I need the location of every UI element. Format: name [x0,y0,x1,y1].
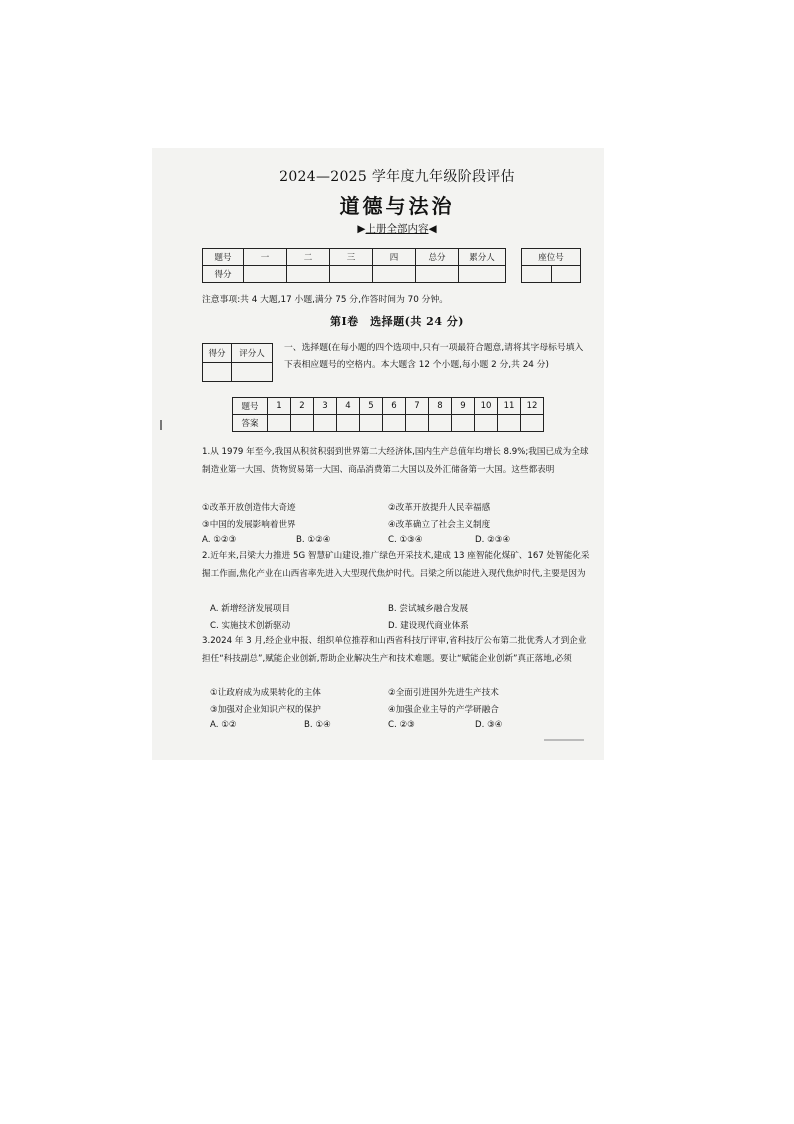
seat-number-label: 座位号 [522,249,581,266]
section-title: 第Ⅰ卷 选择题(共 24 分) [329,315,465,328]
question-1-statement: ①改革开放创造伟大奇迹 [202,503,296,513]
answer-cell[interactable] [383,415,406,432]
question-3-option-c[interactable]: C. ②③ [388,720,415,730]
question-2-option-b[interactable]: B. 尝试城乡融合发展 [388,604,469,614]
answer-number: 5 [360,398,383,415]
seat-number-table [521,248,581,283]
question-2-stem: 2.近年来,吕梁大力推进 5G 智慧矿山建设,推广绿色开采技术,建成 13 座智能化煤矿、167 处智能化采掘工作面,焦化产业在山西省率先进入大型现代焦炉时代。吕梁之所以能进入现代焦炉时代,主要是因为 [202,551,590,579]
question-2-option-d[interactable]: D. 建设现代商业体系 [388,621,469,631]
score-cell[interactable] [330,266,373,283]
answer-cell[interactable] [406,415,429,432]
answer-number: 1 [268,398,291,415]
answer-cell[interactable] [475,415,498,432]
question-3-option-b[interactable]: B. ①④ [304,720,331,730]
score-header-cell: 累分人 [459,249,506,266]
score-header-cell: 四 [373,249,416,266]
answer-cell[interactable] [314,415,337,432]
answer-table [232,397,544,432]
answer-cell[interactable] [291,415,314,432]
question-1-statement: ③中国的发展影响着世界 [202,520,296,530]
score-header-cell: 总分 [416,249,459,266]
answer-number: 3 [314,398,337,415]
score-row-label: 得分 [203,266,244,283]
scope-text: 上册全部内容 [365,223,429,235]
score-cell[interactable] [373,266,416,283]
question-2-option-c[interactable]: C. 实施技术创新驱动 [210,621,291,631]
answer-number-label: 题号 [233,398,268,415]
section-instructions: 一、选择题(在每小题的四个选项中,只有一项最符合题意,请将其字母标号填入下表相应题号的空格内。本大题含 12 个小题,每小题 2 分,共 24 分) [284,343,584,370]
score-cell[interactable] [287,266,330,283]
question-3-statement: ④加强企业主导的产学研融合 [388,705,499,715]
scope-line [0,221,794,236]
question-1-option-c[interactable]: C. ①③④ [388,535,423,545]
question-1-stem: 1.从 1979 年至今,我国从积贫积弱到世界第二大经济体,国内生产总值年均增长 8.9%;我国已成为全球制造业第一大国、货物贸易第一大国、商品消费第二大国以及外汇储备第一大国。这些都表明 [202,447,589,475]
exam-year-title: 2024—2025 学年度九年级阶段评估 [279,169,515,185]
question-1-statement: ④改革确立了社会主义制度 [388,520,491,530]
score-cell[interactable] [244,266,287,283]
score-header-cell: 二 [287,249,330,266]
question-3-statement: ③加强对企业知识产权的保护 [210,705,321,715]
answer-number: 10 [475,398,498,415]
scope-left-arrow: ▶ [357,223,366,235]
answer-number: 12 [521,398,544,415]
score-table-score-row [203,266,506,283]
answer-cell[interactable] [521,415,544,432]
score-table [202,248,506,283]
answer-number-row [233,398,544,415]
answer-row [233,415,544,432]
question-3-option-a[interactable]: A. ①② [210,720,237,730]
notice-text: 注意事项:共 4 大题,17 小题,满分 75 分,作答时间为 70 分钟。 [202,295,449,305]
answer-row-label: 答案 [233,415,268,432]
seat-number-cell[interactable] [522,266,552,283]
grader-score-cell[interactable] [203,363,232,382]
answer-number: 11 [498,398,521,415]
answer-cell[interactable] [337,415,360,432]
score-header-cell: 题号 [203,249,244,266]
grader-name-label: 评分人 [232,344,273,363]
answer-number: 6 [383,398,406,415]
answer-number: 7 [406,398,429,415]
question-3-stem: 3.2024 年 3 月,经企业申报、组织单位推荐和山西省科技厅评审,省科技厅公布第二批优秀人才到企业担任“科技副总”,赋能企业创新,帮助企业解决生产和技术难题。要让“赋能企业创新”真正落地,必须 [202,636,587,664]
answer-cell[interactable] [452,415,475,432]
answer-cell[interactable] [360,415,383,432]
answer-number: 8 [429,398,452,415]
question-1-option-a[interactable]: A. ①②③ [202,535,237,545]
question-3-option-d[interactable]: D. ③④ [475,720,503,730]
question-1-statement: ②改革开放提升人民幸福感 [388,503,491,513]
scan-smudge [544,739,584,741]
score-cell[interactable] [459,266,506,283]
grader-name-cell[interactable] [232,363,273,382]
score-cell[interactable] [416,266,459,283]
question-1-option-b[interactable]: B. ①②④ [296,535,331,545]
score-header-cell: 三 [330,249,373,266]
question-3-statement: ②全面引进国外先进生产技术 [388,688,499,698]
scope-right-arrow: ◀ [428,223,437,235]
score-table-header-row [203,249,506,266]
question-1-option-d[interactable]: D. ②③④ [475,535,511,545]
answer-number: 9 [452,398,475,415]
answer-number: 4 [337,398,360,415]
scan-mark [160,420,162,430]
answer-cell[interactable] [429,415,452,432]
answer-cell[interactable] [268,415,291,432]
answer-cell[interactable] [498,415,521,432]
seat-number-cell[interactable] [551,266,581,283]
question-2-option-a[interactable]: A. 新增经济发展项目 [210,604,290,614]
answer-number: 2 [291,398,314,415]
grader-table [202,343,273,382]
grader-score-label: 得分 [203,344,232,363]
score-header-cell: 一 [244,249,287,266]
subject-title: 道德与法治 [339,194,455,218]
question-3-statement: ①让政府成为成果转化的主体 [210,688,321,698]
